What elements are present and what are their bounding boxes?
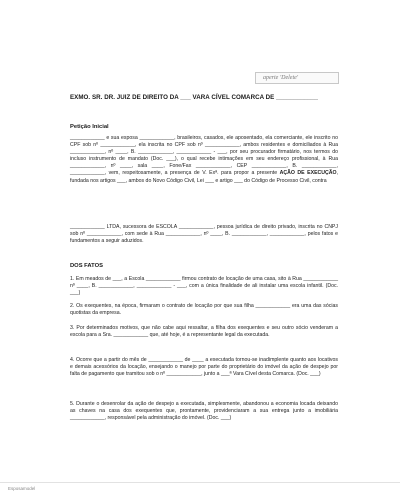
stamp-box[interactable]: [255, 72, 339, 84]
fact-4: 4. Ocorre que a partir do mês de ____________ de ____ a executada tornou-se inadimplente quanto aos locativos e demais acessórios da locação, ensejando o manejo por parte do proprietário do imóvel da ação de despejo por falta de pagamento que tramitou sob o nº ____________, junto a ___ª Vara Cível desta Comarca. (Doc. ___): [70, 357, 338, 378]
fact-3: 3. Por determinados motivos, que não cabe aqui ressaltar, a filha dos exequentes e seu outro sócio venderam a escola para a Sra. ____________ que, até hoje, é a representante legal da executada.: [70, 325, 338, 339]
stamp-text: aperte 'Delete': [263, 75, 299, 81]
fact-2: 2. Os exequentes, na época, firmaram o contrato de locação por que sua filha ____________ era uma das sócias quotistas da empresa.: [70, 303, 338, 317]
footer-divider: [0, 482, 400, 483]
fact-1: 1. Em meados de ___, a Escola ____________ firmou contrato de locação de uma casa, sito à Rua ____________ nº ____, B. ____________, ____________ - ___, com a única finalidade de ali instalar uma escola infantil. (Doc. ___): [70, 276, 338, 297]
fatos-title: DOS FATOS: [70, 263, 103, 269]
peticao-title: Petição Inicial: [70, 124, 109, 130]
paragraph-defendant: ____________ LTDA, sucessora de ESCOLA ____________, pessoa jurídica de direito privado, inscrita no CNPJ sob nº ____________, com sede à Rua ____________, nº ____, B. ____________, ____________, pelos fatos e fundamentos a seguir aduzidos.: [70, 224, 338, 245]
paragraph-qualification: [70, 135, 338, 185]
document-heading: EXMO. SR. DR. JUIZ DE DIREITO DA ___ VARA CÍVEL COMARCA DE ____________: [70, 94, 319, 101]
footer-label: Esposamodel: [8, 486, 36, 491]
fact-5: 5. Durante o desenrolar da ação de despejo a executada, simplesmente, abandonou a economia locada deixando as chaves na casa dos exequentes que, prontamente, providenciaram a sua entrega junto a imobiliária ____________, responsável pela administração do imóvel. (Doc. ___): [70, 401, 338, 422]
p1-bold: AÇÃO DE EXECUÇÃO: [279, 170, 337, 177]
p1-text: ____________ e sua esposa ____________, brasileiros, casados, ele aposentado, ela comerciante, ele inscrito no CPF sob nº ____________, ela inscrita no CPF sob nº ____________, ambos residentes e domiciliados à Rua ____________, nº ____, B. ____________, ____________ - ___, por seu procurador firmatário, nos termos do incluso instrumento de mandato (Doc. ___), o qual recebe intimações em seu endereço profissional, à Rua ____________, nº ____, sala ____, Fone/Fax ____________, CEP ____________, B. ____________, ____________, vem, respeitosamente, a presença de V. Exª. para propor a presente: [70, 135, 338, 177]
p1-end: , fundada nos artigos ___, ambos do Novo Código Civil, Lei ___ e artigo ___ do Código de Processo Civil, contra: [70, 170, 338, 184]
